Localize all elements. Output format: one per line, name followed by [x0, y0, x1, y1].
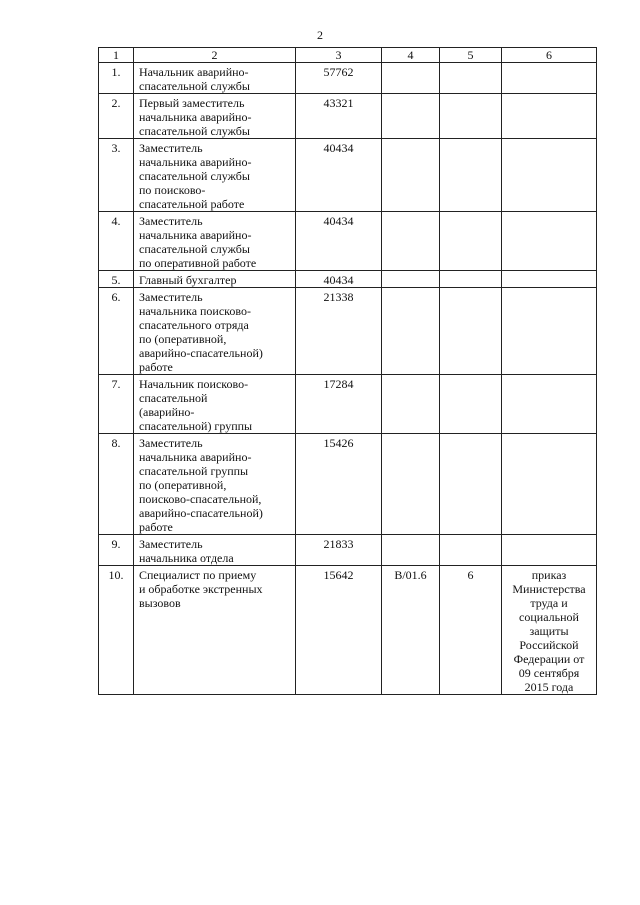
function-code — [382, 535, 440, 566]
row-number: 8. — [99, 434, 134, 535]
table-row — [99, 94, 597, 139]
function-code — [382, 212, 440, 271]
table-row — [99, 212, 597, 271]
salary-value: 21338 — [296, 288, 382, 375]
salary-value: 43321 — [296, 94, 382, 139]
function-code — [382, 94, 440, 139]
basis-document — [502, 212, 597, 271]
qualification-level — [440, 139, 502, 212]
row-number: 2. — [99, 94, 134, 139]
table-header-row — [99, 48, 597, 63]
salary-value: 21833 — [296, 535, 382, 566]
position-name: Заместитель начальника аварийно- спасательной службы по поисково- спасательной работе — [134, 139, 296, 212]
qualification-level — [440, 271, 502, 288]
function-code — [382, 288, 440, 375]
table-row — [99, 535, 597, 566]
function-code — [382, 63, 440, 94]
position-name: Первый заместитель начальника аварийно- спасательной службы — [134, 94, 296, 139]
qualification-level — [440, 212, 502, 271]
row-number: 1. — [99, 63, 134, 94]
page-number: 2 — [317, 28, 323, 42]
header-cell: 3 — [296, 48, 382, 63]
salary-value: 57762 — [296, 63, 382, 94]
qualification-level — [440, 434, 502, 535]
table-row — [99, 288, 597, 375]
salary-value: 17284 — [296, 375, 382, 434]
position-name: Заместитель начальника отдела — [134, 535, 296, 566]
table-row — [99, 139, 597, 212]
function-code — [382, 375, 440, 434]
salary-table — [98, 47, 597, 695]
qualification-level — [440, 63, 502, 94]
header-cell: 2 — [134, 48, 296, 63]
position-name: Главный бухгалтер — [134, 271, 296, 288]
position-name: Заместитель начальника аварийно- спасательной службы по оперативной работе — [134, 212, 296, 271]
basis-document — [502, 535, 597, 566]
row-number: 10. — [99, 566, 134, 695]
salary-value: 40434 — [296, 271, 382, 288]
function-code — [382, 139, 440, 212]
basis-document — [502, 434, 597, 535]
qualification-level — [440, 94, 502, 139]
basis-document — [502, 139, 597, 212]
header-cell: 5 — [440, 48, 502, 63]
salary-value: 40434 — [296, 139, 382, 212]
salary-value: 15642 — [296, 566, 382, 695]
basis-document — [502, 63, 597, 94]
basis-document — [502, 271, 597, 288]
header-cell: 4 — [382, 48, 440, 63]
row-number: 7. — [99, 375, 134, 434]
qualification-level — [440, 535, 502, 566]
row-number: 4. — [99, 212, 134, 271]
basis-document — [502, 375, 597, 434]
function-code — [382, 271, 440, 288]
table-row — [99, 434, 597, 535]
position-name: Заместитель начальника поисково- спасательного отряда по (оперативной, аварийно-спасательной) работе — [134, 288, 296, 375]
function-code — [382, 434, 440, 535]
salary-value: 40434 — [296, 212, 382, 271]
qualification-level: 6 — [440, 566, 502, 695]
basis-document — [502, 94, 597, 139]
table-row — [99, 63, 597, 94]
header-cell: 6 — [502, 48, 597, 63]
table-row — [99, 271, 597, 288]
salary-value: 15426 — [296, 434, 382, 535]
row-number: 9. — [99, 535, 134, 566]
table-row — [99, 375, 597, 434]
table-row — [99, 566, 597, 695]
basis-document — [502, 288, 597, 375]
qualification-level — [440, 375, 502, 434]
row-number: 5. — [99, 271, 134, 288]
function-code: В/01.6 — [382, 566, 440, 695]
header-cell: 1 — [99, 48, 134, 63]
row-number: 3. — [99, 139, 134, 212]
basis-document: приказ Министерства труда и социальной защиты Российской Федерации от 09 сентября 2015 года — [502, 566, 597, 695]
position-name: Специалист по приему и обработке экстренных вызовов — [134, 566, 296, 695]
row-number: 6. — [99, 288, 134, 375]
position-name: Начальник поисково- спасательной (аварийно- спасательной) группы — [134, 375, 296, 434]
position-name: Начальник аварийно- спасательной службы — [134, 63, 296, 94]
qualification-level — [440, 288, 502, 375]
position-name: Заместитель начальника аварийно- спасательной группы по (оперативной, поисково-спасательной, аварийно-спасательной) работе — [134, 434, 296, 535]
